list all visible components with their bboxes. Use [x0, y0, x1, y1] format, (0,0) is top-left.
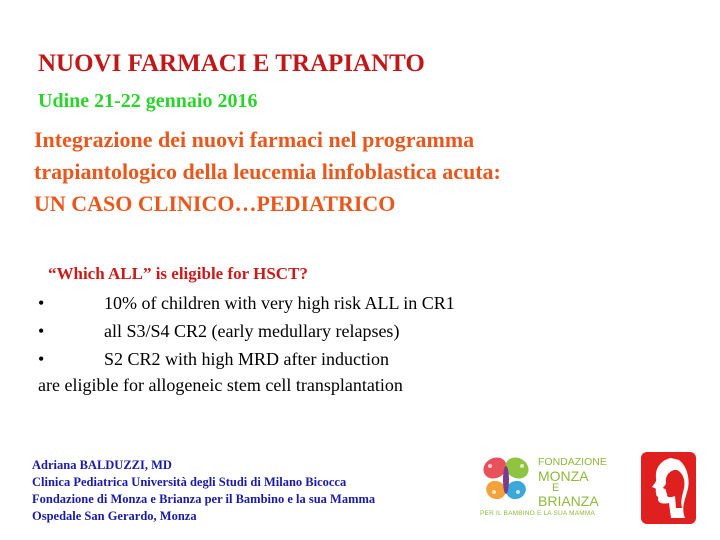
slide-title: NUOVI FARMACI E TRAPIANTO: [38, 50, 425, 77]
subtitle-line: UN CASO CLINICO…PEDIATRICO: [34, 191, 396, 216]
fondazione-label: E: [552, 482, 560, 494]
event-date: Udine 21-22 gennaio 2016: [38, 90, 258, 112]
list-item: [38, 317, 455, 345]
bullet-text: all S3/S4 CR2 (early medullary relapses): [104, 321, 400, 341]
slide-subtitle: [34, 124, 501, 220]
subtitle-line: Integrazione dei nuovi farmaci nel programma: [34, 127, 475, 152]
author-affiliation: Ospedale San Gerardo, Monza: [32, 509, 197, 523]
fondazione-logo: [478, 452, 628, 522]
butterfly-logo-icon: [478, 452, 534, 508]
bullet-mark: •: [38, 321, 45, 341]
bullet-mark: •: [38, 293, 45, 313]
author-block: [32, 457, 375, 525]
bullet-mark: •: [38, 349, 45, 369]
list-item: [38, 289, 455, 317]
conclusion-text: are eligible for allogeneic stem cell transplantation: [38, 375, 403, 395]
author-affiliation: Clinica Pediatrica Università degli Studi di Milano Bicocca: [32, 475, 347, 489]
subtitle-line: trapiantologico della leucemia linfoblastica acuta:: [34, 159, 501, 184]
fondazione-label: MONZA: [538, 468, 589, 484]
list-item: [38, 345, 455, 373]
fondazione-wordmark: [538, 456, 607, 508]
mother-child-logo: [641, 452, 696, 524]
fondazione-label: BRIANZA: [538, 493, 599, 509]
fondazione-tagline: PER IL BAMBINO E LA SUA MAMMA: [480, 510, 596, 517]
bullet-list: [38, 289, 455, 373]
mother-child-profile-icon: [641, 452, 696, 524]
eligibility-question: “Which ALL” is eligible for HSCT?: [48, 264, 308, 283]
bullet-text: S2 CR2 with high MRD after induction: [104, 349, 389, 369]
bullet-text: 10% of children with very high risk ALL in CR1: [104, 293, 455, 313]
author-affiliation: Fondazione di Monza e Brianza per il Bambino e la sua Mamma: [32, 492, 376, 506]
fondazione-label: FONDAZIONE: [538, 456, 607, 468]
author-name: Adriana BALDUZZI, MD: [32, 458, 172, 472]
